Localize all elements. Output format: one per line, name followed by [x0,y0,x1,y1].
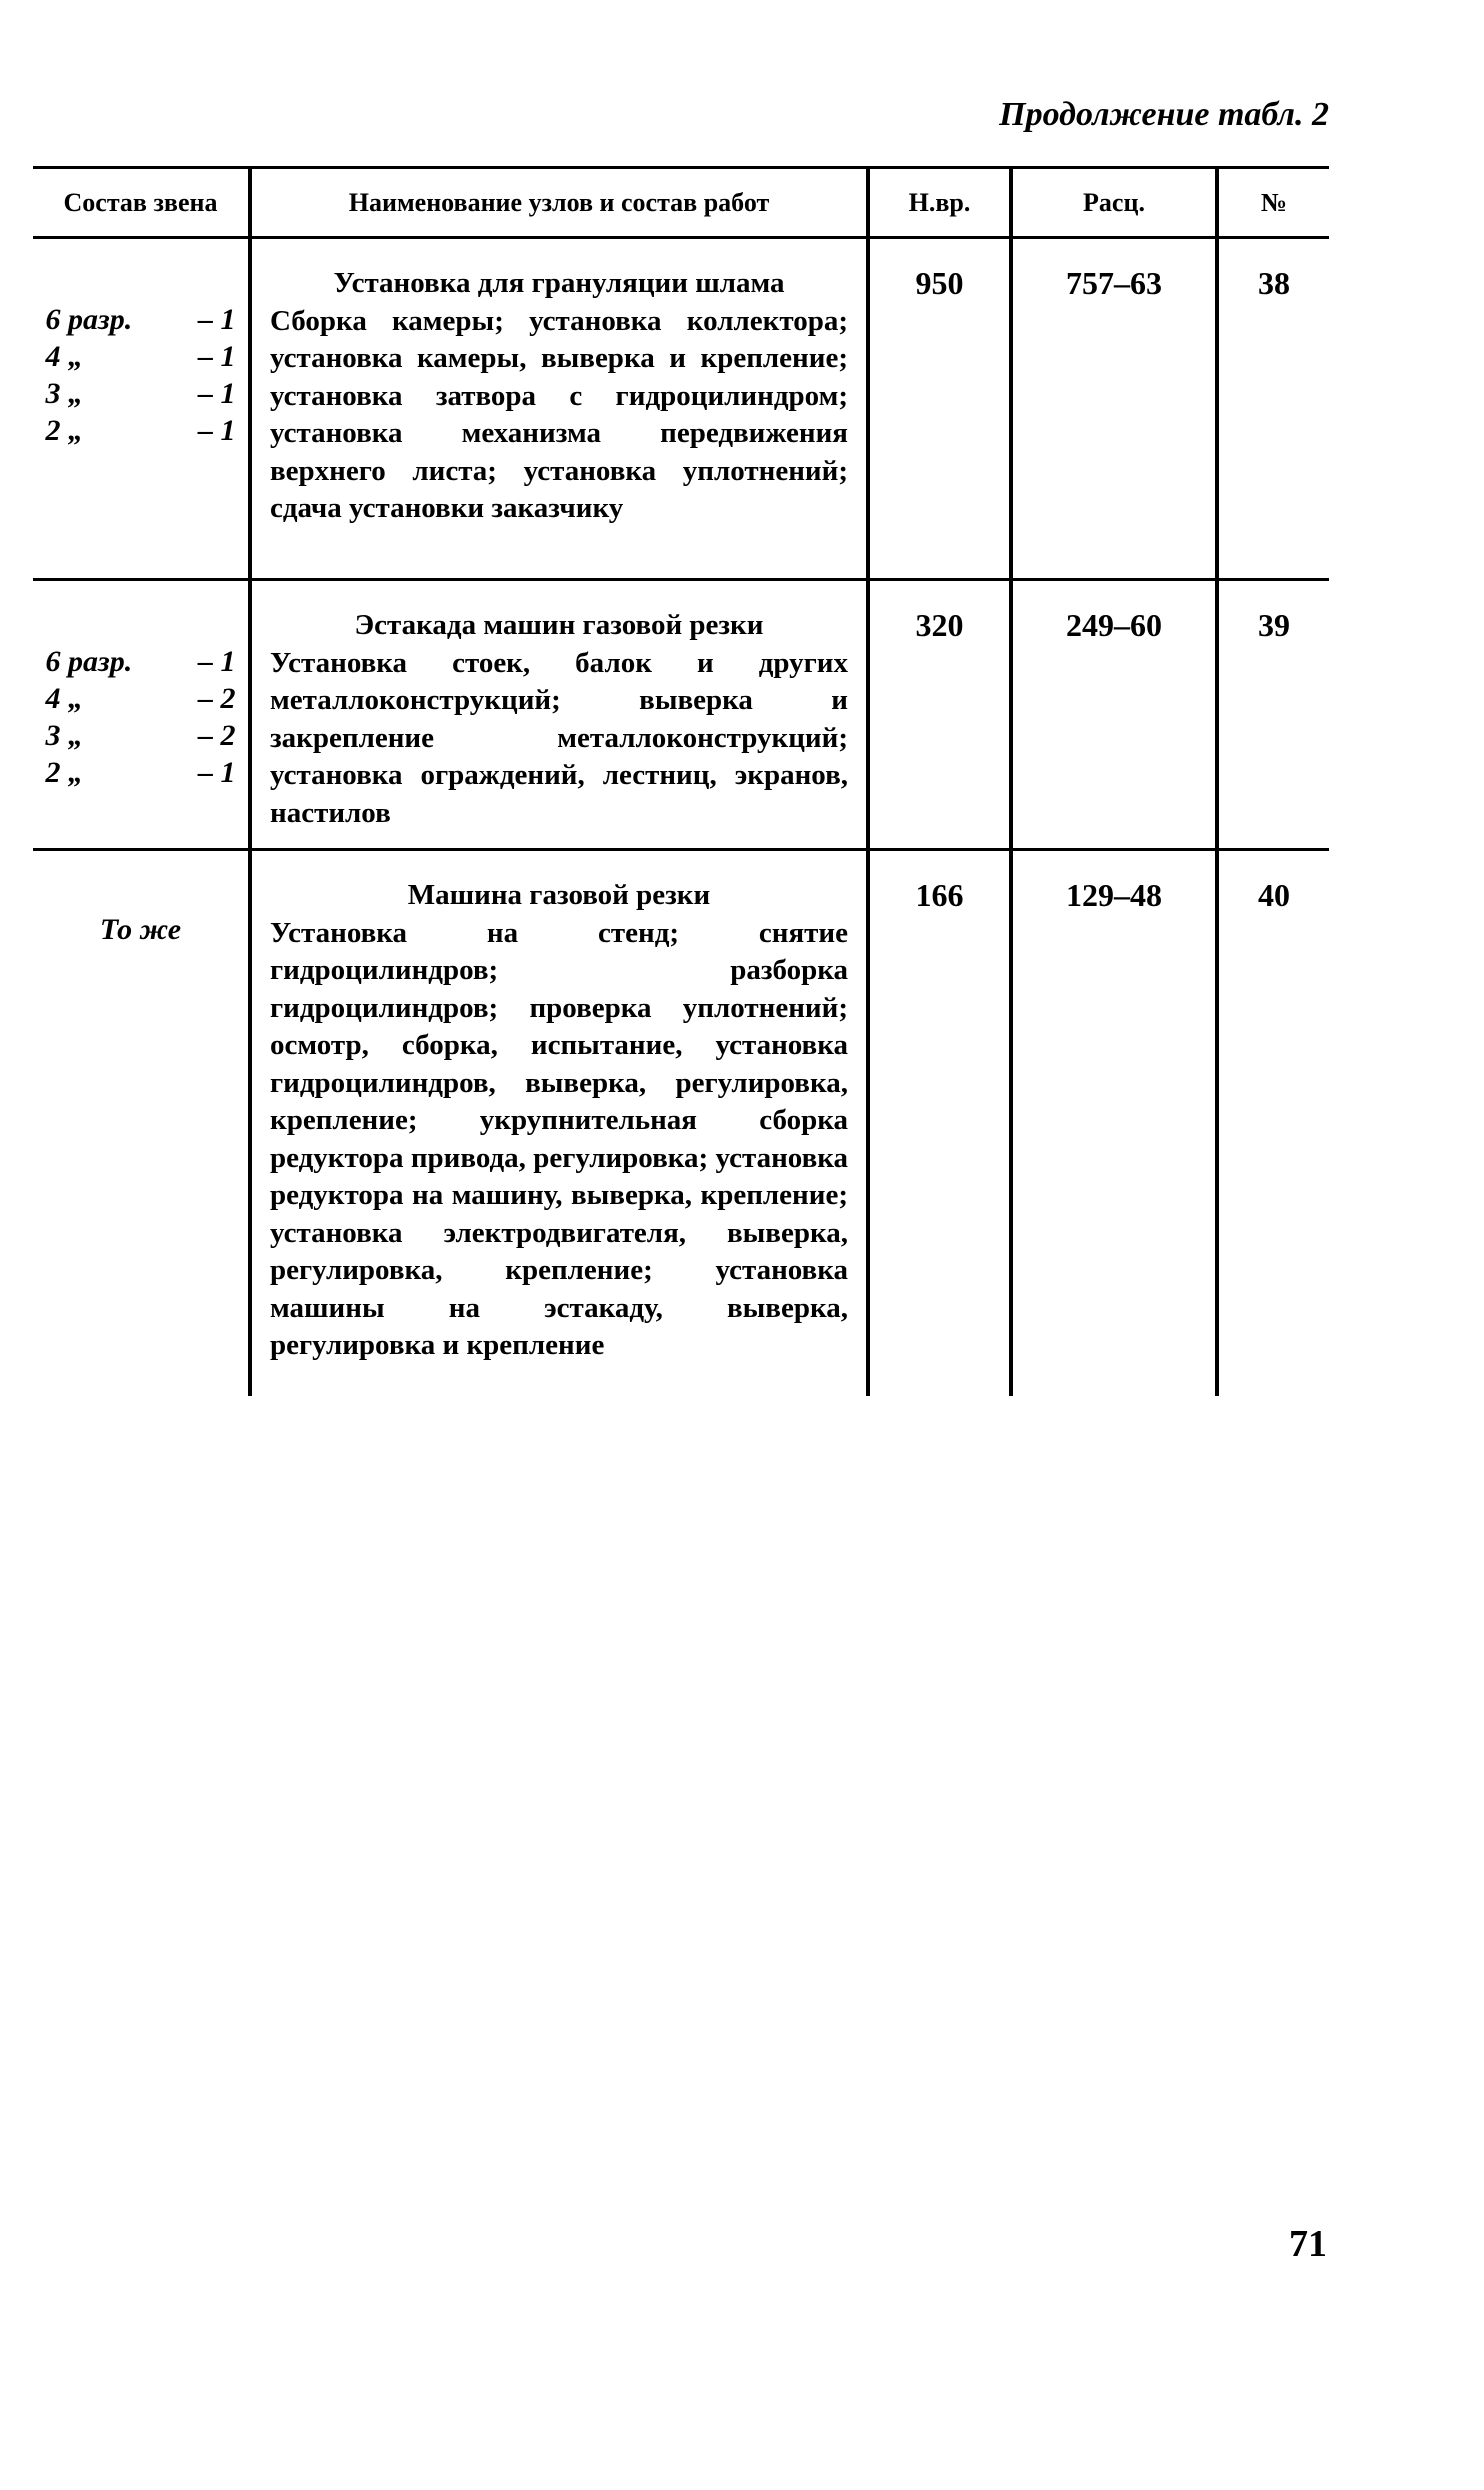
table-row [33,851,1329,1396]
row-number: 40 [1215,851,1329,1396]
work-description [248,239,866,578]
crew-line: 3 „ – 1 [45,377,236,410]
table-row [33,581,1329,851]
crew-composition [33,239,248,578]
header-name: Наименование узлов и состав работ [248,169,866,236]
work-body: Установка на стенд; снятие гидроцилиндров; разборка гидроцилиндров; проверка уплотнений; осмотр, сборка, испытание, установка гидроцилиндров, выверка, регулировка, крепление; укрупнительная сборка редуктора привода, регулировка; установка редуктора на машину, выверка, крепление; установка электродвигателя, выверка, регулировка, крепление; установка машины на эстакаду, выверка, регулировка и крепление [270,916,848,1361]
work-norms-table [33,166,1329,1396]
row-number: 38 [1215,239,1329,578]
crew-line: 6 разр. – 1 [45,645,236,678]
norm-time: 950 [866,239,1009,578]
work-description [248,581,866,848]
norm-time: 320 [866,581,1009,848]
header-crew: Состав звена [63,187,218,217]
norm-time: 166 [866,851,1009,1396]
crew-line: 4 „ – 2 [45,682,236,715]
header-norm: Н.вр. [866,169,1009,236]
table-header-row [33,166,1329,239]
work-title: Машина газовой резки [407,879,711,911]
row-number: 39 [1215,581,1329,848]
crew-same-as-above: То же [99,913,182,946]
page-number: 71 [1289,2223,1327,2265]
crew-line: 6 разр. – 1 [45,303,236,336]
crew-line: 3 „ – 2 [45,719,236,752]
crew-composition [33,581,248,848]
rate: 129–48 [1009,851,1215,1396]
crew-line: 2 „ – 1 [45,414,236,447]
crew-line: 2 „ – 1 [45,756,236,789]
rate: 757–63 [1009,239,1215,578]
work-body: Сборка камеры; установка коллектора; установка камеры, выверка и крепление; установка затвора с гидроцилиндром; установка механизма передвижения верхнего листа; установка уплотнений; сдача установки заказчику [270,304,848,524]
header-rate: Расц. [1009,169,1215,236]
crew-line: 4 „ – 1 [45,340,236,373]
work-body: Установка стоек, балок и других металлоконструкций; выверка и закрепление металлоконструкций; установка ограждений, лестниц, экранов, настилов [270,646,848,829]
work-title: Эстакада машин газовой резки [354,609,764,641]
table-continuation-caption: Продолжение табл. 2 [999,96,1329,133]
work-title: Установка для грануляции шлама [333,267,785,299]
rate: 249–60 [1009,581,1215,848]
table-row [33,239,1329,581]
work-description [248,851,866,1396]
header-number: № [1215,169,1329,236]
crew-composition [33,851,248,1396]
